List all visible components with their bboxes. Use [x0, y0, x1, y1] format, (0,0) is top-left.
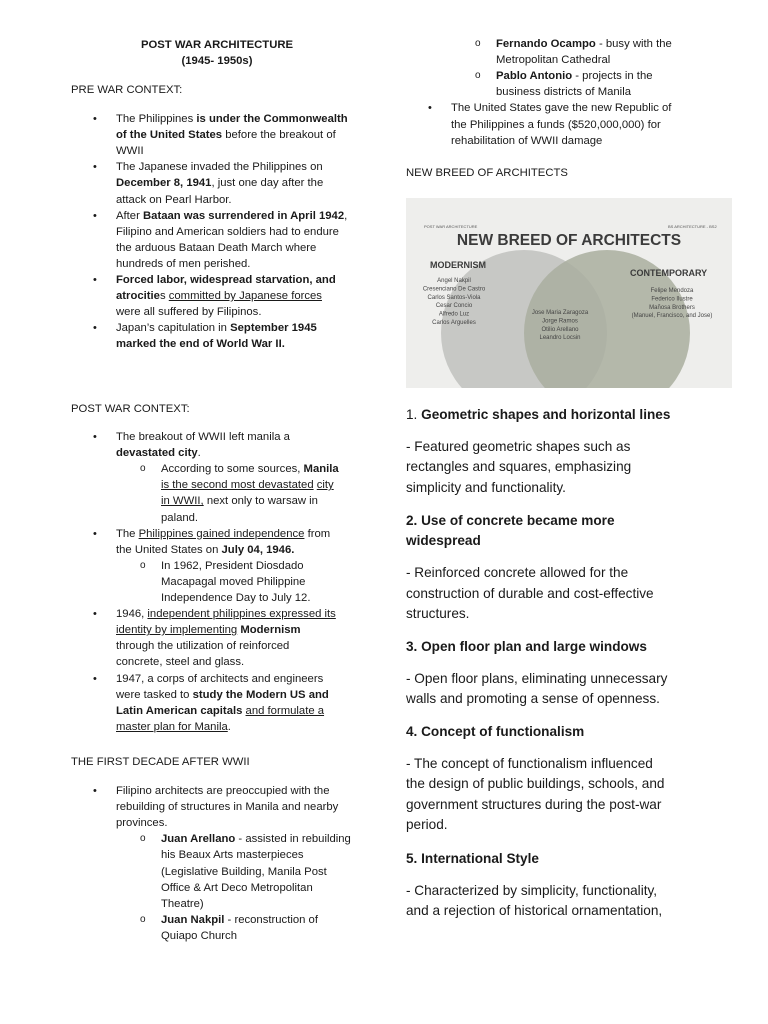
- text-segment: Pablo Antonio: [496, 70, 573, 83]
- feature-heading: widespread: [406, 533, 481, 549]
- title-line-1: POST WAR ARCHITECTURE: [140, 39, 294, 51]
- text-segment: Juan Nakpil: [161, 913, 225, 926]
- bullet-line: [116, 192, 232, 208]
- feature-number: 1.: [406, 407, 422, 422]
- bullet-line: [116, 526, 330, 542]
- bullet-icon: •: [93, 161, 97, 174]
- new-breed-slide: [406, 198, 732, 388]
- sub-bullet-line: [496, 52, 610, 68]
- bullet-icon: •: [428, 102, 432, 115]
- text-segment: attack on Pearl Harbor.: [116, 193, 232, 206]
- bullet-line: [116, 175, 323, 191]
- feature-description-line: period.: [406, 816, 448, 832]
- text-segment: rebuilding of structures in Manila and nearby: [116, 801, 339, 814]
- text-segment: business districts of Manila: [496, 86, 631, 99]
- modernism-label: MODERNISM: [430, 260, 486, 270]
- sub-bullet-icon: o: [140, 913, 146, 925]
- sub-bullet-line: [161, 896, 204, 912]
- bullet-icon: •: [93, 431, 97, 443]
- contemporary-label: CONTEMPORARY: [630, 268, 708, 278]
- bullet-line: [116, 127, 336, 143]
- bullet-line: [116, 719, 231, 735]
- text-segment: .: [197, 447, 201, 460]
- text-segment: through the utilization of reinforced: [116, 640, 290, 653]
- sub-bullet-icon: o: [140, 833, 146, 845]
- text-segment: Manila: [303, 463, 339, 476]
- bullet-line: [116, 240, 316, 256]
- text-segment: The Japanese invaded the Philippines on: [116, 161, 323, 174]
- feature-description-line: - Characterized by simplicity, functionality,: [406, 883, 658, 899]
- feature-description-line: - Open floor plans, eliminating unnecessary: [406, 671, 668, 687]
- sub-bullet-line: [161, 461, 339, 477]
- text-segment: , just one day after the: [211, 177, 324, 190]
- feature-description-line: government structures during the post-war: [406, 796, 662, 812]
- text-segment: Theatre): [161, 897, 204, 910]
- text-segment: of the United States: [116, 129, 223, 142]
- sub-bullet-icon: o: [475, 70, 481, 82]
- sub-bullet-icon: o: [140, 463, 146, 475]
- text-segment: The: [116, 527, 139, 540]
- bullet-line: [116, 638, 289, 654]
- text-segment: city: [316, 479, 334, 492]
- sub-bullet-icon: o: [140, 559, 146, 571]
- text-segment: The United States gave the new Republic of: [451, 102, 672, 115]
- text-segment: .: [227, 720, 231, 733]
- text-segment: Office & Art Deco Metropolitan: [161, 881, 313, 894]
- text-segment: In 1962, President Diosdado: [161, 559, 304, 572]
- text-segment: and formulate a: [245, 704, 325, 717]
- title-line-2: (1945- 1950s): [181, 55, 253, 68]
- bullet-line: [116, 783, 330, 799]
- text-segment: provinces.: [116, 817, 168, 830]
- feature-description-line: the design of public buildings, schools, and: [406, 776, 665, 792]
- text-segment: before the breakout of: [222, 129, 336, 142]
- feature-heading: [406, 405, 670, 425]
- feature-description-line: and a rejection of historical ornamentation,: [406, 903, 663, 919]
- shared-name: Jorge Ramos: [542, 318, 578, 325]
- text-segment: Macapagal moved Philippine: [161, 575, 306, 588]
- text-segment: July 04, 1946.: [221, 543, 295, 556]
- modernism-name: Carlos Arguelles: [432, 320, 476, 326]
- text-segment: The breakout of WWII left manila a: [116, 431, 290, 443]
- feature-description-line: - Featured geometric shapes such as: [406, 439, 631, 455]
- sub-bullet-line: [161, 831, 351, 847]
- bullet-icon: •: [93, 322, 97, 335]
- sub-bullet-line: [161, 574, 305, 590]
- bullet-line: [116, 622, 301, 638]
- slide-title: NEW BREED OF ARCHITECTS: [456, 232, 682, 249]
- sub-bullet-line: [161, 477, 334, 493]
- bullet-icon: •: [93, 527, 97, 540]
- sub-bullet-line: [161, 912, 318, 928]
- bullet-line: [116, 208, 347, 224]
- bullet-icon: •: [93, 608, 97, 621]
- bullet-line: [116, 224, 339, 240]
- text-segment: were tasked to: [116, 688, 193, 701]
- bullet-line: [116, 687, 329, 703]
- text-segment: atrocitie: [116, 290, 160, 303]
- document-title: [71, 37, 363, 69]
- text-segment: - reconstruction of: [224, 913, 318, 926]
- bullet-icon: •: [93, 785, 97, 797]
- sub-bullet-line: [496, 36, 672, 52]
- bullet-line: [116, 256, 250, 272]
- modernism-name: Alfredo Luz: [438, 311, 470, 318]
- bullet-line: [116, 143, 144, 159]
- contemporary-name: Felipe Mendoza: [650, 288, 694, 294]
- text-segment: WWII: [116, 145, 144, 158]
- text-segment: - projects in the: [572, 70, 653, 83]
- bullet-line: [116, 111, 348, 127]
- contemporary-name: Mañosa Brothers: [649, 304, 695, 311]
- text-segment: s: [159, 290, 169, 303]
- sub-bullet-line: [496, 84, 631, 100]
- sub-bullet-line: [161, 864, 327, 880]
- feature-description-line: structures.: [406, 605, 470, 621]
- text-segment: the Philippines a funds ($520,000,000) for: [451, 118, 661, 131]
- feature-description-line: simplicity and functionality.: [406, 479, 566, 495]
- modernism-name: Cesar Concio: [435, 303, 473, 310]
- bullet-line: [116, 654, 244, 670]
- contemporary-name: Federico Ilustre: [651, 296, 693, 303]
- shared-name: Jose Maria Zaragoza: [531, 310, 589, 316]
- shared-name: Otilio Arellano: [541, 326, 579, 333]
- text-segment: Modernism: [240, 624, 301, 637]
- bullet-icon: •: [93, 672, 97, 685]
- text-segment: rehabilitation of WWII damage: [451, 134, 603, 147]
- feature-description-line: rectangles and squares, emphasizing: [406, 459, 632, 475]
- sub-bullet-line: [161, 493, 318, 509]
- text-segment: the arduous Bataan Death March where: [116, 241, 317, 254]
- feature-description-line: - Reinforced concrete allowed for the: [406, 565, 629, 581]
- feature-heading: 2. Use of concrete became more: [406, 513, 615, 528]
- text-segment: - assisted in rebuilding: [235, 833, 351, 846]
- bullet-line: [116, 799, 338, 815]
- text-segment: Filipino architects are preoccupied with the: [116, 785, 330, 797]
- sub-bullet-line: [161, 510, 198, 526]
- bullet-line: [116, 159, 323, 175]
- contemporary-name: (Manuel, Francisco, and Jose): [631, 313, 713, 320]
- feature-heading: 3. Open floor plan and large windows: [406, 639, 647, 654]
- text-segment: (Legislative Building, Manila Post: [161, 865, 327, 878]
- text-segment: Fernando Ocampo: [496, 38, 596, 50]
- text-segment: September 1945: [230, 322, 317, 335]
- text-segment: Latin American capitals: [116, 704, 243, 717]
- bullet-line: [116, 542, 294, 558]
- sub-bullet-line: [161, 928, 237, 944]
- bullet-icon: •: [93, 274, 97, 286]
- bullet-line: [451, 100, 671, 116]
- text-segment: Metropolitan Cathedral: [496, 54, 611, 67]
- text-segment: hundreds of men perished.: [116, 257, 251, 270]
- text-segment: Bataan was surrendered in April 1942: [143, 209, 345, 222]
- modernism-name: Carlos Santos-Viola: [427, 294, 481, 301]
- text-segment: concrete, steel and glass.: [116, 656, 245, 669]
- postwar-heading: POST WAR CONTEXT:: [71, 403, 190, 415]
- text-segment: After: [116, 209, 143, 222]
- shared-name: Leandro Locsin: [539, 335, 581, 342]
- text-segment: Philippines gained independence: [138, 527, 305, 540]
- sub-bullet-icon: o: [475, 38, 481, 49]
- text-segment: Filipino and American soldiers had to endure: [116, 225, 339, 238]
- bullet-line: [116, 606, 336, 622]
- feature-heading: 5. International Style: [406, 851, 539, 866]
- bullet-line: [116, 336, 285, 352]
- text-segment: Juan Arellano: [161, 833, 236, 846]
- text-segment: Japan’s capitulation in: [116, 322, 231, 335]
- sub-bullet-line: [161, 590, 310, 606]
- text-segment: devastated city: [116, 447, 198, 460]
- feature-description-line: - The concept of functionalism influenced: [406, 756, 653, 772]
- sub-bullet-line: [161, 558, 304, 574]
- text-segment: the United States on: [116, 543, 222, 556]
- sub-bullet-line: [161, 847, 304, 863]
- text-segment: 1947, a corps of architects and engineers: [116, 672, 324, 685]
- text-segment: - busy with the: [595, 38, 672, 50]
- text-segment: ,: [344, 209, 348, 222]
- text-segment: Forced labor, widespread starvation, and: [116, 274, 336, 286]
- feature-heading-text: Geometric shapes and horizontal lines: [421, 407, 671, 422]
- text-segment: study the Modern US and: [192, 688, 329, 701]
- text-segment: is under the Commonwealth: [196, 113, 348, 125]
- text-segment: master plan for Manila: [116, 720, 228, 733]
- sub-bullet-line: [496, 68, 653, 84]
- bullet-line: [116, 304, 261, 320]
- text-segment: from: [304, 527, 331, 540]
- prewar-heading: PRE WAR CONTEXT:: [71, 84, 183, 96]
- bullet-line: [116, 703, 324, 719]
- feature-description-line: construction of durable and cost-effective: [406, 585, 654, 601]
- bullet-line: [116, 445, 201, 461]
- text-segment: marked the end of World War II.: [116, 338, 285, 351]
- slide-top-right: BS ARCHITECTURE - BS2: [668, 224, 717, 229]
- bullet-line: [116, 815, 168, 831]
- modernism-name: Angel Nakpil: [437, 278, 471, 284]
- bullet-line: [116, 320, 317, 336]
- text-segment: 1946,: [116, 608, 148, 621]
- text-segment: were all suffered by Filipinos.: [116, 306, 262, 319]
- bullet-icon: •: [93, 209, 97, 222]
- bullet-line: [116, 429, 290, 445]
- text-segment: According to some sources,: [161, 463, 304, 476]
- bullet-line: [451, 133, 602, 149]
- venn-diagram: [406, 198, 732, 388]
- bullet-icon: •: [93, 113, 97, 125]
- sub-bullet-line: [161, 880, 313, 896]
- text-segment: committed by Japanese forces: [168, 290, 322, 303]
- text-segment: December 8, 1941: [116, 177, 212, 190]
- text-segment: his Beaux Arts masterpieces: [161, 849, 304, 862]
- feature-description-line: walls and promoting a sense of openness.: [406, 691, 660, 707]
- text-segment: next only to warsaw in: [203, 495, 318, 508]
- text-segment: The Philippines: [116, 113, 197, 125]
- text-segment: identity by implementing: [116, 624, 238, 637]
- text-segment: paland.: [161, 511, 199, 524]
- bullet-line: [116, 288, 322, 304]
- slide-top-left: POST WAR ARCHITECTURE: [424, 224, 478, 229]
- first-decade-heading: THE FIRST DECADE AFTER WWII: [71, 756, 250, 768]
- text-segment: independent philippines expressed its: [147, 608, 336, 621]
- bullet-line: [116, 272, 336, 288]
- text-segment: in WWII,: [161, 495, 204, 508]
- text-segment: Independence Day to July 12.: [161, 592, 311, 604]
- bullet-line: [116, 671, 323, 687]
- text-segment: is the second most devastated: [161, 479, 314, 492]
- bullet-line: [451, 117, 661, 133]
- modernism-name: Cresenciano De Castro: [422, 286, 486, 293]
- new-breed-heading: NEW BREED OF ARCHITECTS: [406, 167, 568, 179]
- feature-heading: 4. Concept of functionalism: [406, 724, 585, 739]
- text-segment: Quiapo Church: [161, 929, 237, 942]
